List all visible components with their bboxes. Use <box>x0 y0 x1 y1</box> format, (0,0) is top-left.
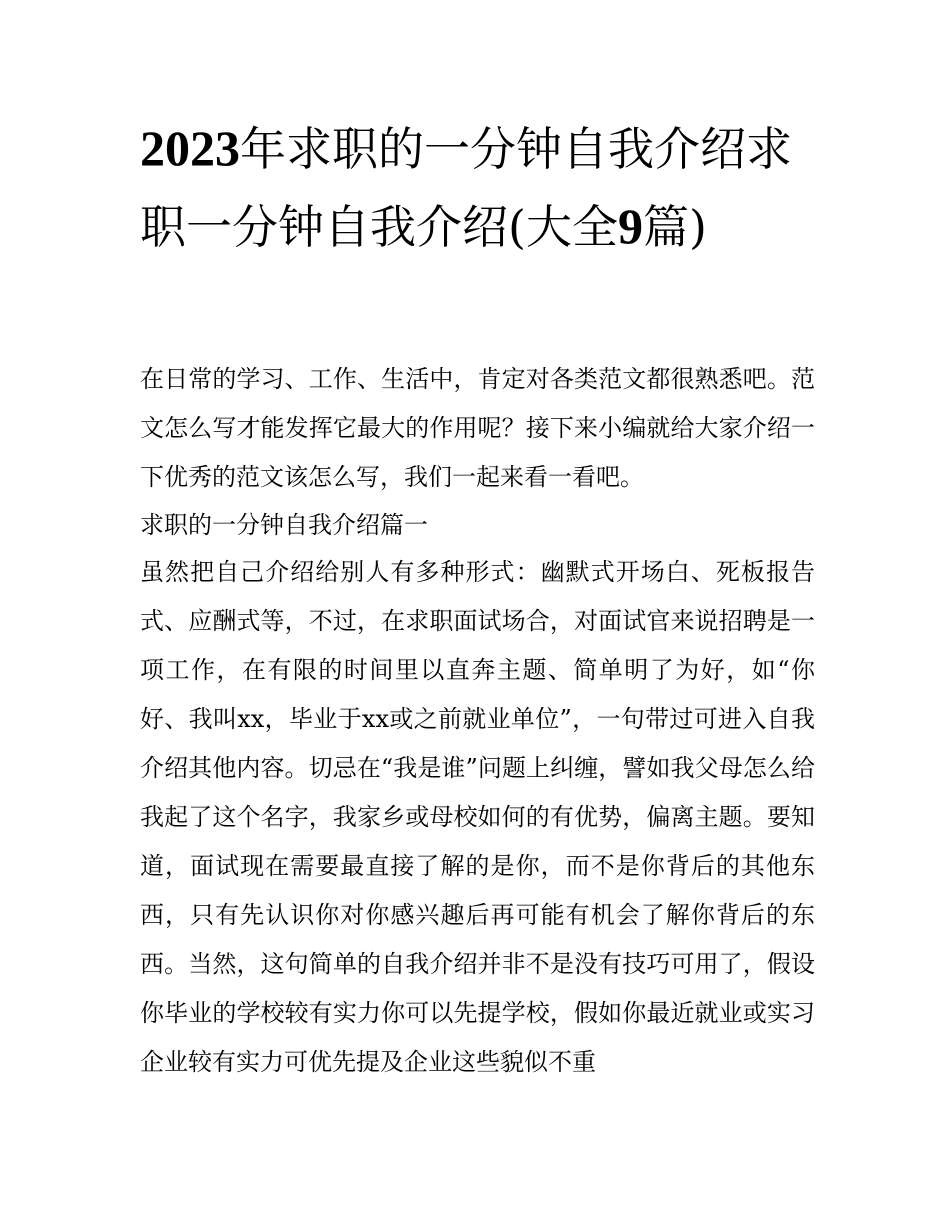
intro-paragraph: 在日常的学习、工作、生活中，肯定对各类范文都很熟悉吧。范文怎么写才能发挥它最大的作用呢？接下来小编就给大家介绍一下优秀的范文该怎么写，我们一起来看一看吧。 <box>140 365 815 491</box>
document-body <box>140 355 815 1087</box>
section-heading: 求职的一分钟自我介绍篇一 <box>140 511 428 539</box>
title-count: 9 <box>617 198 643 254</box>
document-title <box>140 110 820 266</box>
title-year: 2023 <box>140 120 240 176</box>
title-segment-1: 年求职的一分钟自我介绍求职一分钟自我介绍(大全 <box>140 122 792 254</box>
title-segment-2: 篇) <box>642 200 707 254</box>
body-paragraph: 虽然把自己介绍给别人有多种形式：幽默式开场白、死板报告式、应酬式等，不过，在求职面试场合，对面试官来说招聘是一项工作，在有限的时间里以直奔主题、简单明了为好，如“你好、我叫xx，毕业于xx或之前就业单位”，一句带过可进入自我介绍其他内容。切忌在“我是谁”问题上纠缠，譬如我父母怎么给我起了这个名字，我家乡或母校如何的有优势，偏离主题。要知道，面试现在需要最直接了解的是你，而不是你背后的其他东西，只有先认识你对你感兴趣后再可能有机会了解你背后的东西。当然，这句简单的自我介绍并非不是没有技巧可用了，假设你毕业的学校较有实力你可以先提学校，假如你最近就业或实习企业较有实力可优先提及企业这些貌似不重 <box>140 558 815 1076</box>
